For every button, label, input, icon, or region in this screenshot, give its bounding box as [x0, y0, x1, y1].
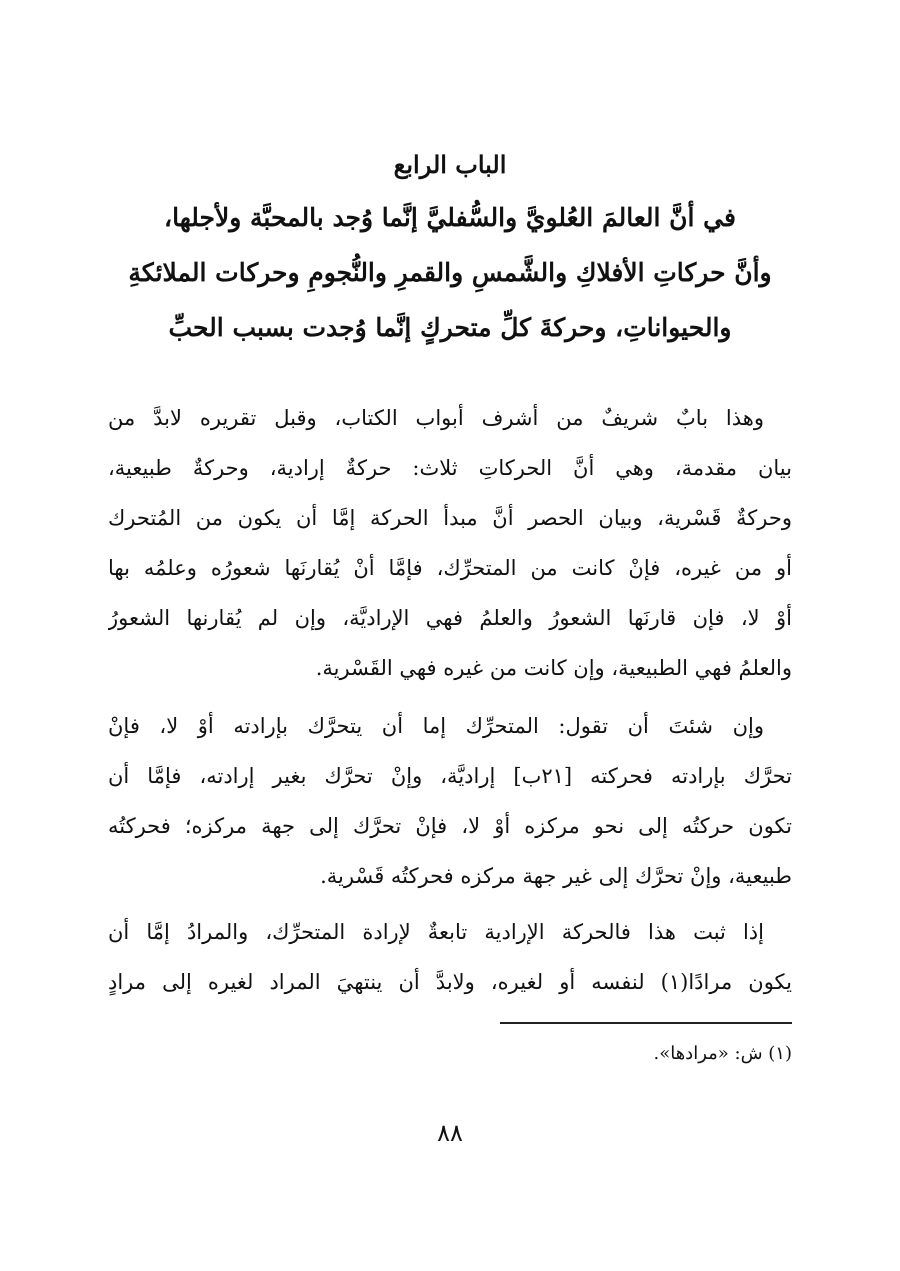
footnote-divider [500, 1022, 792, 1024]
paragraph-1-line-5: أوْ لا، فإن قارنَها الشعورُ والعلمُ فهي الإراديَّة، وإن لم يُقارنها الشعورُ [108, 606, 792, 630]
chapter-subtitle-line-2: وأنَّ حركاتِ الأفلاكِ والشَّمسِ والقمرِ والنُّجومِ وحركات الملائكةِ [128, 258, 772, 287]
chapter-subtitle-line-3: والحيواناتِ، وحركةَ كلِّ متحركٍ إنَّما وُجدت بسبب الحبِّ [168, 313, 732, 342]
paragraph-1-line-1: وهذا بابٌ شريفٌ من أشرف أبواب الكتاب، وقبل تقريره لابدَّ من [108, 406, 764, 430]
page-number: ٨٨ [437, 1119, 463, 1147]
footnote-1: (١) ش: «مرادها». [653, 1043, 792, 1064]
paragraph-2-line-3: تكون حركتُه إلى نحو مركزه أوْ لا، فإنْ تحرَّك إلى جهة مركزه؛ فحركتُه [108, 814, 792, 838]
chapter-title: الباب الرابع [393, 150, 507, 179]
paragraph-3-line-1: إذا ثبت هذا فالحركة الإرادية تابعةٌ لإرادة المتحرِّك، والمرادُ إمَّا أن [108, 920, 764, 944]
paragraph-1-line-6: والعلمُ فهي الطبيعية، وإن كانت من غيره فهي القَسْرية. [315, 656, 792, 680]
chapter-subtitle-line-1: في أنَّ العالمَ العُلويَّ والسُّفليَّ إنَّما وُجد بالمحبَّة ولأجلها، [164, 203, 736, 232]
paragraph-3-line-2: يكون مرادًا(١) لنفسه أو لغيره، ولابدَّ أن ينتهيَ المراد لغيره إلى مرادٍ [108, 970, 792, 994]
paragraph-1-line-2: بيان مقدمة، وهي أنَّ الحركاتِ ثلاث: حركةٌ إرادية، وحركةٌ طبيعية، [108, 456, 792, 480]
paragraph-2-line-1: وإن شئتَ أن تقول: المتحرِّك إما أن يتحرَّك بإرادته أوْ لا، فإنْ [108, 714, 764, 738]
paragraph-2-line-4: طبيعية، وإنْ تحرَّك إلى غير جهة مركزه فحركتُه قَسْرية. [320, 864, 792, 888]
paragraph-1-line-3: وحركةٌ قَسْرية، وبيان الحصر أنَّ مبدأ الحركة إمَّا أن يكون من المُتحرك [108, 506, 792, 530]
paragraph-2-line-2: تحرَّك بإرادته فحركته [٢١ب] إراديَّة، وإنْ تحرَّك بغير إرادته، فإمَّا أن [108, 764, 792, 788]
paragraph-1-line-4: أو من غيره، فإنْ كانت من المتحرِّك، فإمَّا أنْ يُقارنَها شعورُه وعلمُه بها [108, 556, 792, 580]
